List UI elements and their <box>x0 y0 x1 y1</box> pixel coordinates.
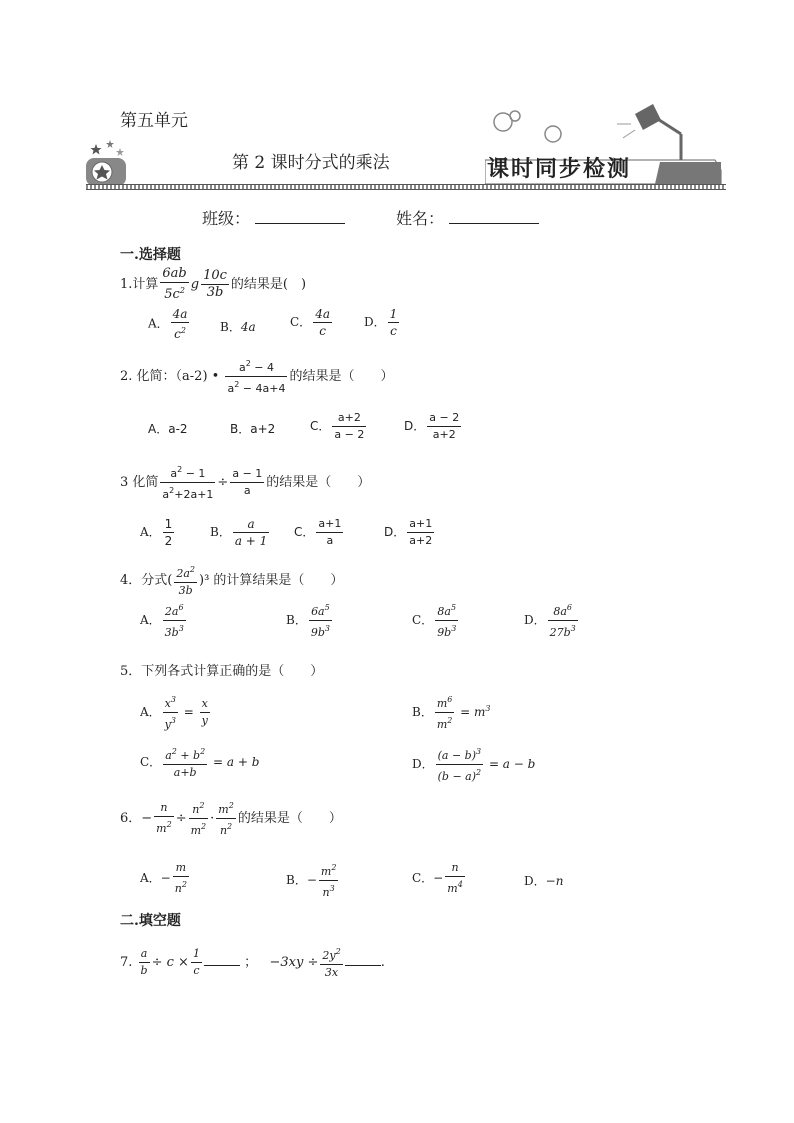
q1-option-a[interactable]: A． $\frac{4a}{c^2}$ <box>148 307 188 341</box>
q4-option-a[interactable]: A． $\frac{2a^6}{3b^3}$ <box>140 600 188 641</box>
section-fill: 二.填空题 <box>120 913 181 929</box>
class-blank[interactable] <box>255 209 345 224</box>
lesson-title: 第 2 课时分式的乘法 <box>232 153 390 173</box>
section-choice: 一.选择题 <box>120 247 181 263</box>
q4-fraction: $\frac{2a^2}{3b}$ <box>174 562 197 599</box>
unit-title: 第五单元 <box>120 111 188 131</box>
q1-option-d[interactable]: D． $\frac{1}{c}$ <box>364 307 398 338</box>
q2-option-d[interactable]: D． $\frac{a - 2}{a+2}$ <box>404 411 460 441</box>
question-1: 1.计算 $\frac{6ab}{5c^2}$ g $\frac{10c}{3b}$ 的结果是( ) <box>120 266 307 302</box>
brand-title: 课时同步检测 <box>487 156 632 182</box>
class-field[interactable] <box>202 206 345 229</box>
question-2: 2. 化简：（a-2) • $\frac{a^2 - 4}{a^2 - 4a+4}$ 的结果是（ ） <box>120 356 394 397</box>
q1-option-c[interactable]: C． $\frac{4a}{c}$ <box>290 307 330 338</box>
question-6: 6．− $\frac{n}{m^2}$ ÷ $\frac{n^2}{m^2}$ · $\frac{m^2}{n^2}$ 的结果是（ ） <box>120 798 342 839</box>
name-blank[interactable] <box>449 209 539 224</box>
q3-option-a[interactable]: A． $\frac{1}{2}$ <box>140 517 173 548</box>
q3-fraction-2: $\frac{a - 1}{a}$ <box>232 467 263 497</box>
q3-fraction-1: $\frac{a^2 - 1}{a^2+2a+1}$ <box>160 462 215 503</box>
q5-option-d[interactable]: D． $\frac{(a - b)^3}{(b - a)^2}$ = a − b <box>412 744 535 785</box>
name-label: 姓名： <box>396 209 445 228</box>
header-decoration-left <box>84 138 132 188</box>
q5-option-a[interactable]: A． $\frac{x^3}{y^3}$ = $\frac{x}{y}$ <box>140 692 212 733</box>
q1-option-b[interactable]: B．4a <box>220 320 256 334</box>
q6-option-d[interactable]: D．−n <box>524 874 564 888</box>
q4-option-c[interactable]: C． $\frac{8a^5}{9b^3}$ <box>412 600 460 641</box>
q2-option-b[interactable]: B．a+2 <box>230 422 276 436</box>
q6-option-a[interactable]: A．− $\frac{m}{n^2}$ <box>140 861 187 895</box>
q5-option-c[interactable]: C． $\frac{a^2 + b^2}{a+b}$ = a + b <box>140 744 259 781</box>
q2-fraction: $\frac{a^2 - 4}{a^2 - 4a+4}$ <box>225 356 287 397</box>
q5-option-b[interactable]: B． $\frac{m^6}{m^2}$ = $m^3$ <box>412 692 491 733</box>
q1-fraction-1: $\frac{6ab}{5c^2}$ <box>162 266 187 302</box>
class-label: 班级： <box>202 209 251 228</box>
question-5: 5．下列各式计算正确的是（ ） <box>120 664 324 679</box>
q6-option-b[interactable]: B．− $\frac{m^2}{n^3}$ <box>286 860 340 901</box>
q4-option-d[interactable]: D． $\frac{8a^6}{27b^3}$ <box>524 600 580 641</box>
q7-blank-2[interactable] <box>345 951 381 966</box>
question-4: 4．分式( $\frac{2a^2}{3b}$ )³ 的计算结果是（ ） <box>120 562 343 599</box>
q3-option-b[interactable]: B． $\frac{a}{a + 1}$ <box>210 517 268 548</box>
q2-option-c[interactable]: C． $\frac{a+2}{a - 2}$ <box>310 411 365 441</box>
header-divider <box>86 184 726 190</box>
q6-option-c[interactable]: C．− $\frac{n}{m^4}$ <box>412 861 463 895</box>
question-3: 3 化简 $\frac{a^2 - 1}{a^2+2a+1}$ ÷ $\frac{a - 1}{a}$ 的结果是（ ） <box>120 462 370 503</box>
q2-option-a[interactable]: A．a-2 <box>148 422 188 436</box>
q3-option-d[interactable]: D． $\frac{a+1}{a+2}$ <box>384 517 433 547</box>
q7-blank-1[interactable] <box>204 951 240 966</box>
q4-option-b[interactable]: B． $\frac{6a^5}{9b^3}$ <box>286 600 334 641</box>
name-field[interactable] <box>396 206 539 229</box>
q1-fraction-2: $\frac{10c}{3b}$ <box>203 268 227 300</box>
question-7: 7. $\frac{a}{b}$ ÷ c × $\frac{1}{c}$ ； −3xy ÷ $\frac{2y^2}{3x}$ . <box>120 944 385 981</box>
q3-option-c[interactable]: C． $\frac{a+1}{a}$ <box>294 517 342 547</box>
